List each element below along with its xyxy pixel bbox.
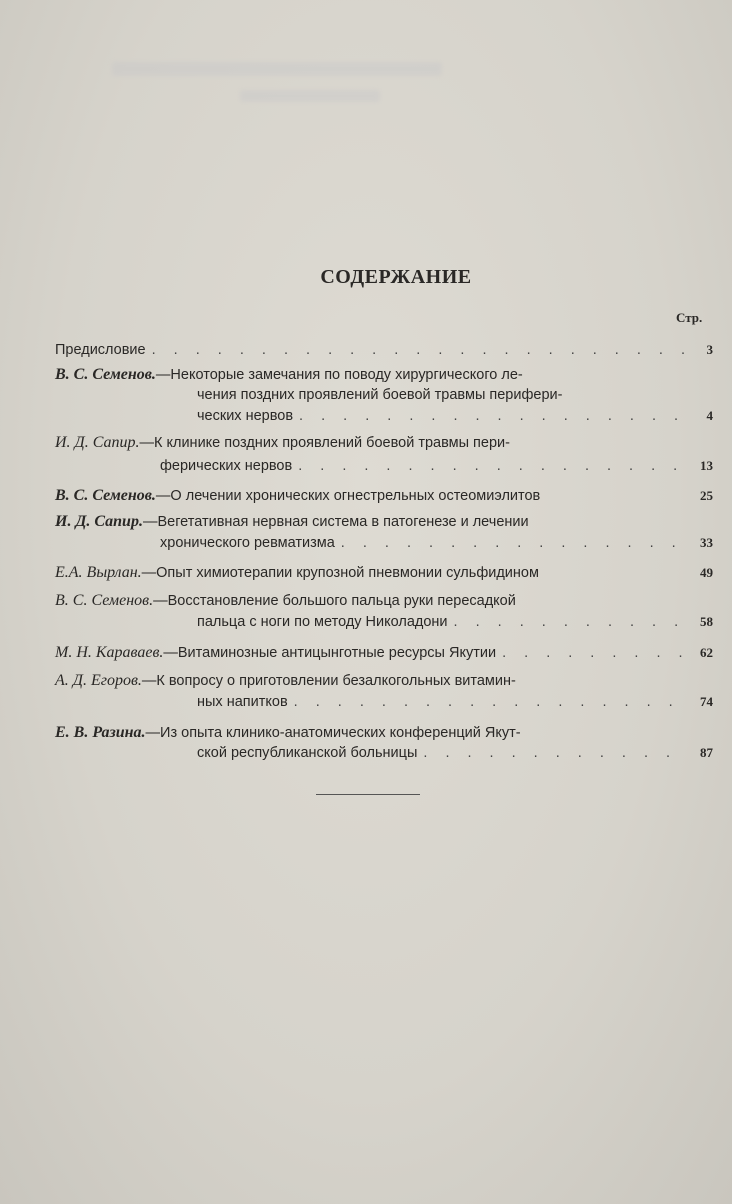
entry-author: В. С. Семенов.	[55, 592, 154, 609]
toc-entry	[55, 724, 713, 742]
entry-text: —Восстановление большого пальца руки пересадкой	[153, 593, 516, 609]
page-title: СОДЕРЖАНИЕ	[320, 266, 472, 288]
page-number: 33	[700, 535, 713, 550]
page-number: 87	[700, 745, 713, 760]
page-column-header: Стр.	[676, 310, 703, 325]
entry-author: А. Д. Егоров.	[55, 672, 142, 689]
toc-entry	[55, 644, 713, 662]
leader-dots	[299, 408, 685, 424]
entry-author: М. Н. Караваев.	[55, 644, 164, 661]
toc-entry-continuation	[197, 694, 713, 710]
leader-dots	[341, 535, 685, 551]
entry-text: —Из опыта клинико-анатомических конференций Якут-	[145, 725, 521, 741]
entry-text: ческих нервов	[197, 408, 294, 424]
entry-text: —Некоторые замечания по поводу хирургического ле-	[155, 367, 523, 383]
toc-entry-continuation	[197, 614, 713, 630]
toc-entry-continuation	[160, 458, 713, 474]
page-number: 3	[706, 342, 713, 357]
toc-entry	[55, 434, 713, 452]
leader-dots	[454, 614, 685, 630]
entry-text: —К вопросу о приготовлении безалкогольных витамин-	[141, 673, 516, 689]
toc-entry-continuation	[197, 745, 713, 761]
entry-text: —Опыт химиотерапии крупозной пневмонии сульфидином	[141, 565, 539, 581]
leader-dots	[423, 745, 685, 761]
toc-entry-continuation	[197, 387, 687, 403]
page-number: 13	[700, 458, 713, 473]
divider-rule	[316, 794, 420, 795]
page-number: 58	[700, 614, 713, 629]
entry-author: Е.А. Вырлан.	[55, 564, 142, 581]
toc-entry	[55, 672, 713, 690]
page-number: 49	[700, 565, 713, 580]
entry-text: пальца с ноги по методу Николадони	[197, 614, 448, 630]
entry-text: —К клинике поздних проявлений боевой травмы пери-	[139, 435, 510, 451]
toc-entry-continuation	[160, 535, 713, 551]
leader-dots	[502, 645, 685, 661]
entry-text: хронического ревматизма	[160, 535, 335, 551]
toc-entry-continuation	[197, 408, 713, 424]
entry-author: Е. В. Разина.	[55, 724, 146, 741]
page-number: 4	[706, 408, 713, 423]
entry-text: —Витаминозные антицынготные ресурсы Якутии	[163, 645, 497, 661]
page-number: 25	[700, 488, 713, 503]
bleed-through-text	[112, 62, 442, 76]
toc-entry	[55, 342, 713, 358]
leader-dots	[152, 342, 685, 358]
toc-entry	[55, 487, 713, 505]
bleed-through-text	[240, 90, 380, 102]
page-number: 62	[700, 645, 713, 660]
entry-text: —О лечении хронических огнестрельных остеомиэлитов	[155, 488, 541, 504]
entry-text: Предисловие	[55, 342, 146, 358]
leader-dots	[298, 458, 685, 474]
toc-entry	[55, 564, 713, 582]
entry-author: В. С. Семенов.	[55, 366, 156, 383]
entry-text: —Вегетативная нервная система в патогенезе и лечении	[142, 514, 529, 530]
toc-entry	[55, 513, 713, 531]
entry-text: ской республиканской больницы	[197, 745, 418, 761]
entry-author: И. Д. Сапир.	[55, 434, 140, 451]
leader-dots	[294, 694, 685, 710]
page-number: 74	[700, 694, 713, 709]
entry-text: чения поздних проявлений боевой травмы перифери-	[197, 387, 563, 403]
entry-author: В. С. Семенов.	[55, 487, 156, 504]
entry-text: ных напитков	[197, 694, 288, 710]
entry-text: ферических нервов	[160, 458, 293, 474]
entry-author: И. Д. Сапир.	[55, 513, 143, 530]
toc-entry	[55, 366, 713, 384]
toc-entry	[55, 592, 713, 610]
